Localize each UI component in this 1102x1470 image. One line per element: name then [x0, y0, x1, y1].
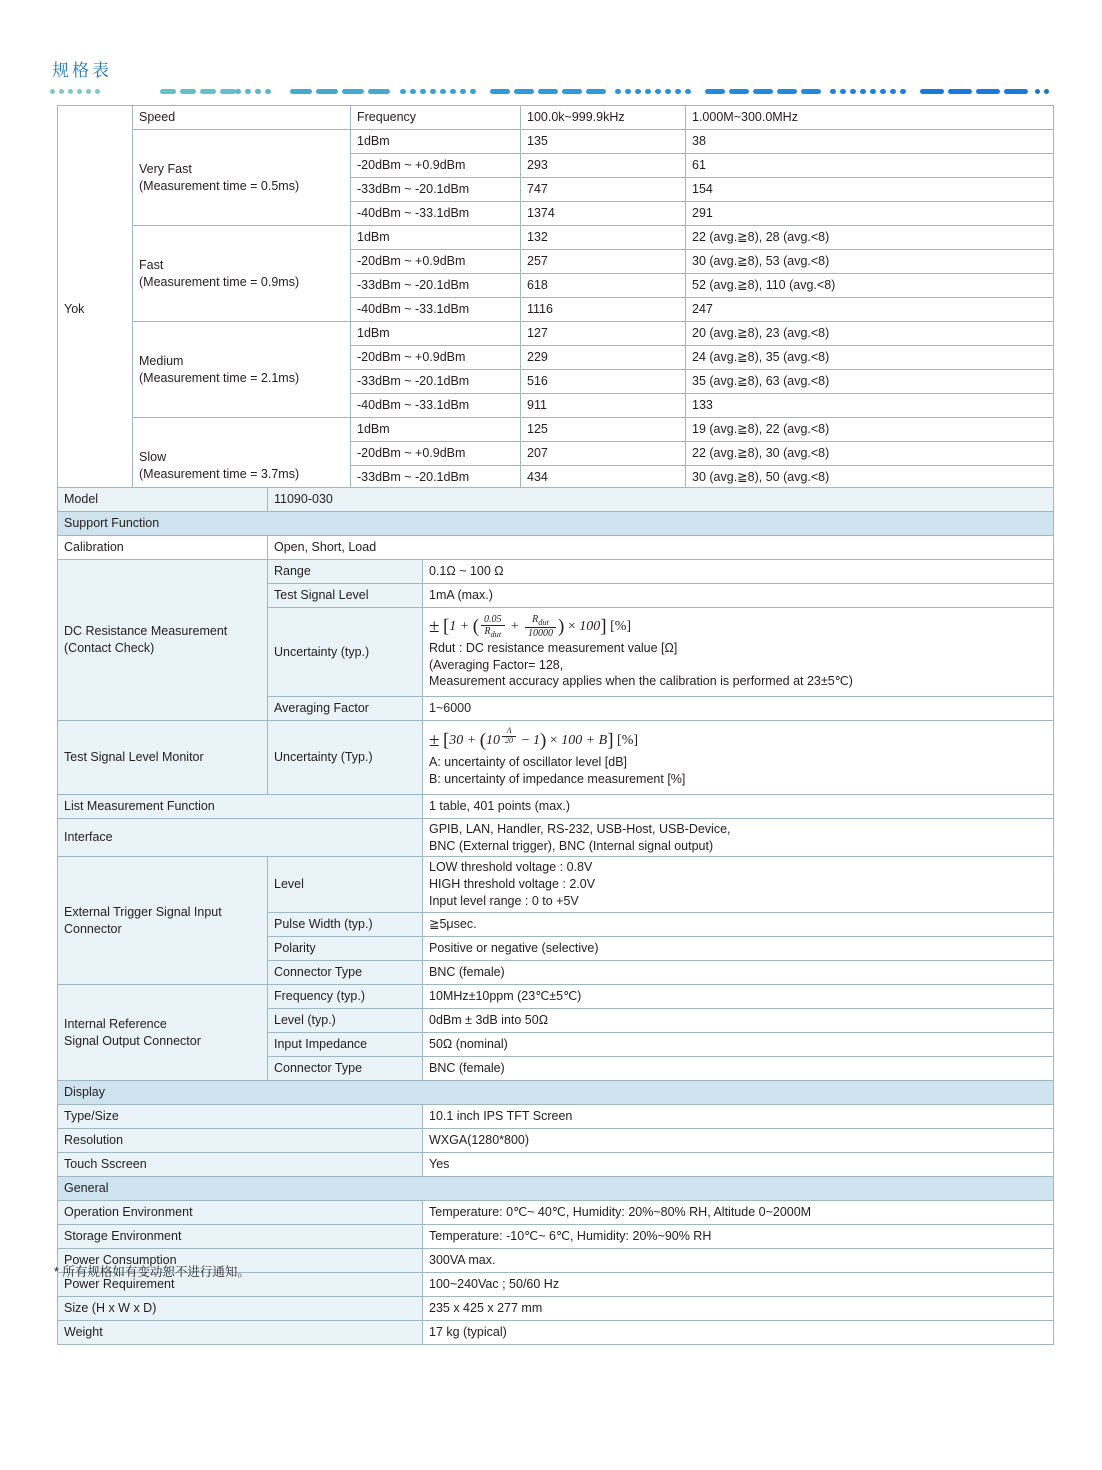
table-row: [58, 536, 1054, 560]
general-label: Power Requirement: [58, 1273, 423, 1297]
value-cell: 19 (avg.≧8), 22 (avg.<8): [686, 418, 1054, 442]
internal-ref-level-label: Level (typ.): [268, 1009, 423, 1033]
value-cell: 911: [521, 394, 686, 418]
table-row: [58, 1201, 1054, 1225]
internal-ref-connector-label: Connector Type: [268, 1057, 423, 1081]
section-general: General: [58, 1177, 1054, 1201]
test-signal-monitor-label: Test Signal Level Monitor: [58, 721, 268, 794]
list-measurement-label: List Measurement Function: [58, 794, 423, 818]
table-row: [58, 1153, 1054, 1177]
value-cell: 154: [686, 178, 1054, 202]
table-row: [58, 512, 1054, 536]
speed-measurement-table: [57, 105, 1054, 514]
level-cell: 1dBm: [351, 130, 521, 154]
internal-ref-freq-label: Frequency (typ.): [268, 985, 423, 1009]
table-row: [58, 985, 1054, 1009]
level-cell: 1dBm: [351, 418, 521, 442]
ext-trigger-pulse-value: ≧5μsec.: [423, 913, 1054, 937]
value-cell: 257: [521, 250, 686, 274]
dc-uncertainty-formula: ± [1 + ( $\frac{0.05}{R_{dut}}$ + $\frac{R_{dut}}{10000}$ ) × 100] [%]: [429, 614, 632, 640]
general-value: 300VA max.: [423, 1249, 1054, 1273]
table-row: [58, 322, 1054, 346]
value-cell: 747: [521, 178, 686, 202]
table-row: [58, 1321, 1054, 1345]
dc-uncertainty-note-2: (Averaging Factor= 128,: [429, 657, 564, 672]
table-row: [58, 560, 1054, 584]
value-cell: 133: [686, 394, 1054, 418]
value-cell: 38: [686, 130, 1054, 154]
group-label-very-fast: Very Fast (Measurement time = 0.5ms): [133, 130, 351, 226]
table-row: [58, 721, 1054, 794]
value-cell: 30 (avg.≧8), 53 (avg.<8): [686, 250, 1054, 274]
value-cell: 22 (avg.≧8), 28 (avg.<8): [686, 226, 1054, 250]
ext-trigger-level-label: Level: [268, 857, 423, 913]
specifications-table: [57, 487, 1054, 1345]
level-cell: -33dBm ~ -20.1dBm: [351, 370, 521, 394]
table-row: [58, 418, 1054, 442]
model-value: 11090-030: [268, 488, 1054, 512]
internal-ref-impedance-label: Input Impedance: [268, 1033, 423, 1057]
internal-ref-freq-value: 10MHz±10ppm (23℃±5℃): [423, 985, 1054, 1009]
decorative-rule: [50, 89, 1052, 94]
display-resolution-value: WXGA(1280*800): [423, 1129, 1054, 1153]
frequency-range-2: 1.000M~300.0MHz: [686, 106, 1054, 130]
ext-trigger-connector-value: BNC (female): [423, 961, 1054, 985]
group-label-fast: Fast (Measurement time = 0.9ms): [133, 226, 351, 322]
section-display: Display: [58, 1081, 1054, 1105]
table-row: [58, 1297, 1054, 1321]
ext-trigger-polarity-label: Polarity: [268, 937, 423, 961]
value-cell: 247: [686, 298, 1054, 322]
model-label: Model: [58, 488, 268, 512]
section-support-function: Support Function: [58, 512, 1054, 536]
level-cell: -40dBm ~ -33.1dBm: [351, 202, 521, 226]
calibration-value: Open, Short, Load: [268, 536, 1054, 560]
level-cell: -33dBm ~ -20.1dBm: [351, 466, 521, 490]
table-row: [58, 226, 1054, 250]
level-cell: -40dBm ~ -33.1dBm: [351, 394, 521, 418]
ext-trigger-pulse-label: Pulse Width (typ.): [268, 913, 423, 937]
table-row: [58, 857, 1054, 913]
group-label-medium: Medium (Measurement time = 2.1ms): [133, 322, 351, 418]
dc-test-signal-label: Test Signal Level: [268, 584, 423, 608]
value-cell: 20 (avg.≧8), 23 (avg.<8): [686, 322, 1054, 346]
dc-range-label: Range: [268, 560, 423, 584]
general-label: Storage Environment: [58, 1225, 423, 1249]
level-cell: -33dBm ~ -20.1dBm: [351, 178, 521, 202]
table-row: [58, 818, 1054, 857]
value-cell: 1374: [521, 202, 686, 226]
dc-averaging-value: 1~6000: [423, 697, 1054, 721]
calibration-label: Calibration: [58, 536, 268, 560]
value-cell: 434: [521, 466, 686, 490]
level-cell: -20dBm ~ +0.9dBm: [351, 346, 521, 370]
dc-uncertainty-note-3: Measurement accuracy applies when the calibration is performed at 23±5℃): [429, 674, 853, 689]
value-cell: 291: [686, 202, 1054, 226]
dc-resistance-label: DC Resistance Measurement (Contact Check): [58, 560, 268, 721]
value-cell: 135: [521, 130, 686, 154]
level-cell: 1dBm: [351, 322, 521, 346]
table-row: [58, 106, 1054, 130]
level-cell: -20dBm ~ +0.9dBm: [351, 442, 521, 466]
display-type-value: 10.1 inch IPS TFT Screen: [423, 1105, 1054, 1129]
test-signal-monitor-uncertainty-label: Uncertainty (Typ.): [268, 721, 423, 794]
dc-range-value: 0.1Ω ~ 100 Ω: [423, 560, 1054, 584]
value-cell: 30 (avg.≧8), 50 (avg.<8): [686, 466, 1054, 490]
ext-trigger-label: External Trigger Signal Input Connector: [58, 857, 268, 985]
general-value: 235 x 425 x 277 mm: [423, 1297, 1054, 1321]
dc-uncertainty-label: Uncertainty (typ.): [268, 608, 423, 697]
dc-uncertainty-value: [423, 608, 1054, 697]
internal-ref-label: Internal Reference Signal Output Connector: [58, 985, 268, 1081]
general-value: 100~240Vac ; 50/60 Hz: [423, 1273, 1054, 1297]
test-signal-monitor-value: [423, 721, 1054, 794]
test-signal-monitor-note-2: B: uncertainty of impedance measurement [%]: [429, 771, 686, 786]
general-label: Operation Environment: [58, 1201, 423, 1225]
table-row: [58, 130, 1054, 154]
dc-averaging-label: Averaging Factor: [268, 697, 423, 721]
speed-header: Speed: [133, 106, 351, 130]
ext-trigger-connector-label: Connector Type: [268, 961, 423, 985]
level-cell: 1dBm: [351, 226, 521, 250]
table-row: [58, 1129, 1054, 1153]
table-row: [58, 488, 1054, 512]
value-cell: 229: [521, 346, 686, 370]
frequency-header: Frequency: [351, 106, 521, 130]
internal-ref-level-value: 0dBm ± 3dB into 50Ω: [423, 1009, 1054, 1033]
interface-label: Interface: [58, 818, 423, 857]
general-value: Temperature: -10℃~ 6℃, Humidity: 20%~90% RH: [423, 1225, 1054, 1249]
test-signal-monitor-note-1: A: uncertainty of oscillator level [dB]: [429, 754, 628, 769]
general-label: Weight: [58, 1321, 423, 1345]
general-label: Size (H x W x D): [58, 1297, 423, 1321]
page-title: 规格表: [52, 61, 112, 80]
dc-uncertainty-note-1: Rdut : DC resistance measurement value [Ω]: [429, 640, 678, 655]
table-row: [58, 1177, 1054, 1201]
value-cell: 127: [521, 322, 686, 346]
display-type-label: Type/Size: [58, 1105, 423, 1129]
value-cell: 132: [521, 226, 686, 250]
general-value: 17 kg (typical): [423, 1321, 1054, 1345]
ext-trigger-level-value: LOW threshold voltage : 0.8V HIGH threshold voltage : 2.0V Input level range : 0 to +5V: [423, 857, 1054, 913]
general-value: Temperature: 0℃~ 40℃, Humidity: 20%~80% RH, Altitude 0~2000M: [423, 1201, 1054, 1225]
internal-ref-connector-value: BNC (female): [423, 1057, 1054, 1081]
value-cell: 61: [686, 154, 1054, 178]
value-cell: 293: [521, 154, 686, 178]
value-cell: 52 (avg.≧8), 110 (avg.<8): [686, 274, 1054, 298]
level-cell: -20dBm ~ +0.9dBm: [351, 154, 521, 178]
interface-value: GPIB, LAN, Handler, RS-232, USB-Host, USB-Device, BNC (External trigger), BNC (Internal signal output): [423, 818, 1054, 857]
test-signal-monitor-formula: ± [30 + (10 $^{\frac{A}{20}}$ − 1) × 100 + B] [%]: [429, 726, 639, 752]
level-cell: -33dBm ~ -20.1dBm: [351, 274, 521, 298]
value-cell: 207: [521, 442, 686, 466]
ext-trigger-polarity-value: Positive or negative (selective): [423, 937, 1054, 961]
value-cell: 1116: [521, 298, 686, 322]
table-row: [58, 1105, 1054, 1129]
value-cell: 125: [521, 418, 686, 442]
display-resolution-label: Resolution: [58, 1129, 423, 1153]
display-touch-label: Touch Sscreen: [58, 1153, 423, 1177]
yok-label: Yok: [58, 106, 133, 514]
table-row: [58, 1081, 1054, 1105]
value-cell: 35 (avg.≧8), 63 (avg.<8): [686, 370, 1054, 394]
group-label-slow: Slow (Measurement time = 3.7ms): [133, 418, 351, 514]
footnote: * 所有规格如有变动恕不进行通知。: [54, 1265, 250, 1279]
value-cell: 516: [521, 370, 686, 394]
list-measurement-value: 1 table, 401 points (max.): [423, 794, 1054, 818]
internal-ref-impedance-value: 50Ω (nominal): [423, 1033, 1054, 1057]
level-cell: -40dBm ~ -33.1dBm: [351, 298, 521, 322]
frequency-range-1: 100.0k~999.9kHz: [521, 106, 686, 130]
value-cell: 22 (avg.≧8), 30 (avg.<8): [686, 442, 1054, 466]
level-cell: -20dBm ~ +0.9dBm: [351, 250, 521, 274]
value-cell: 618: [521, 274, 686, 298]
table-row: [58, 794, 1054, 818]
table-row: [58, 1225, 1054, 1249]
value-cell: 24 (avg.≧8), 35 (avg.<8): [686, 346, 1054, 370]
dc-test-signal-value: 1mA (max.): [423, 584, 1054, 608]
display-touch-value: Yes: [423, 1153, 1054, 1177]
general-label: Power Consumption: [58, 1249, 423, 1273]
